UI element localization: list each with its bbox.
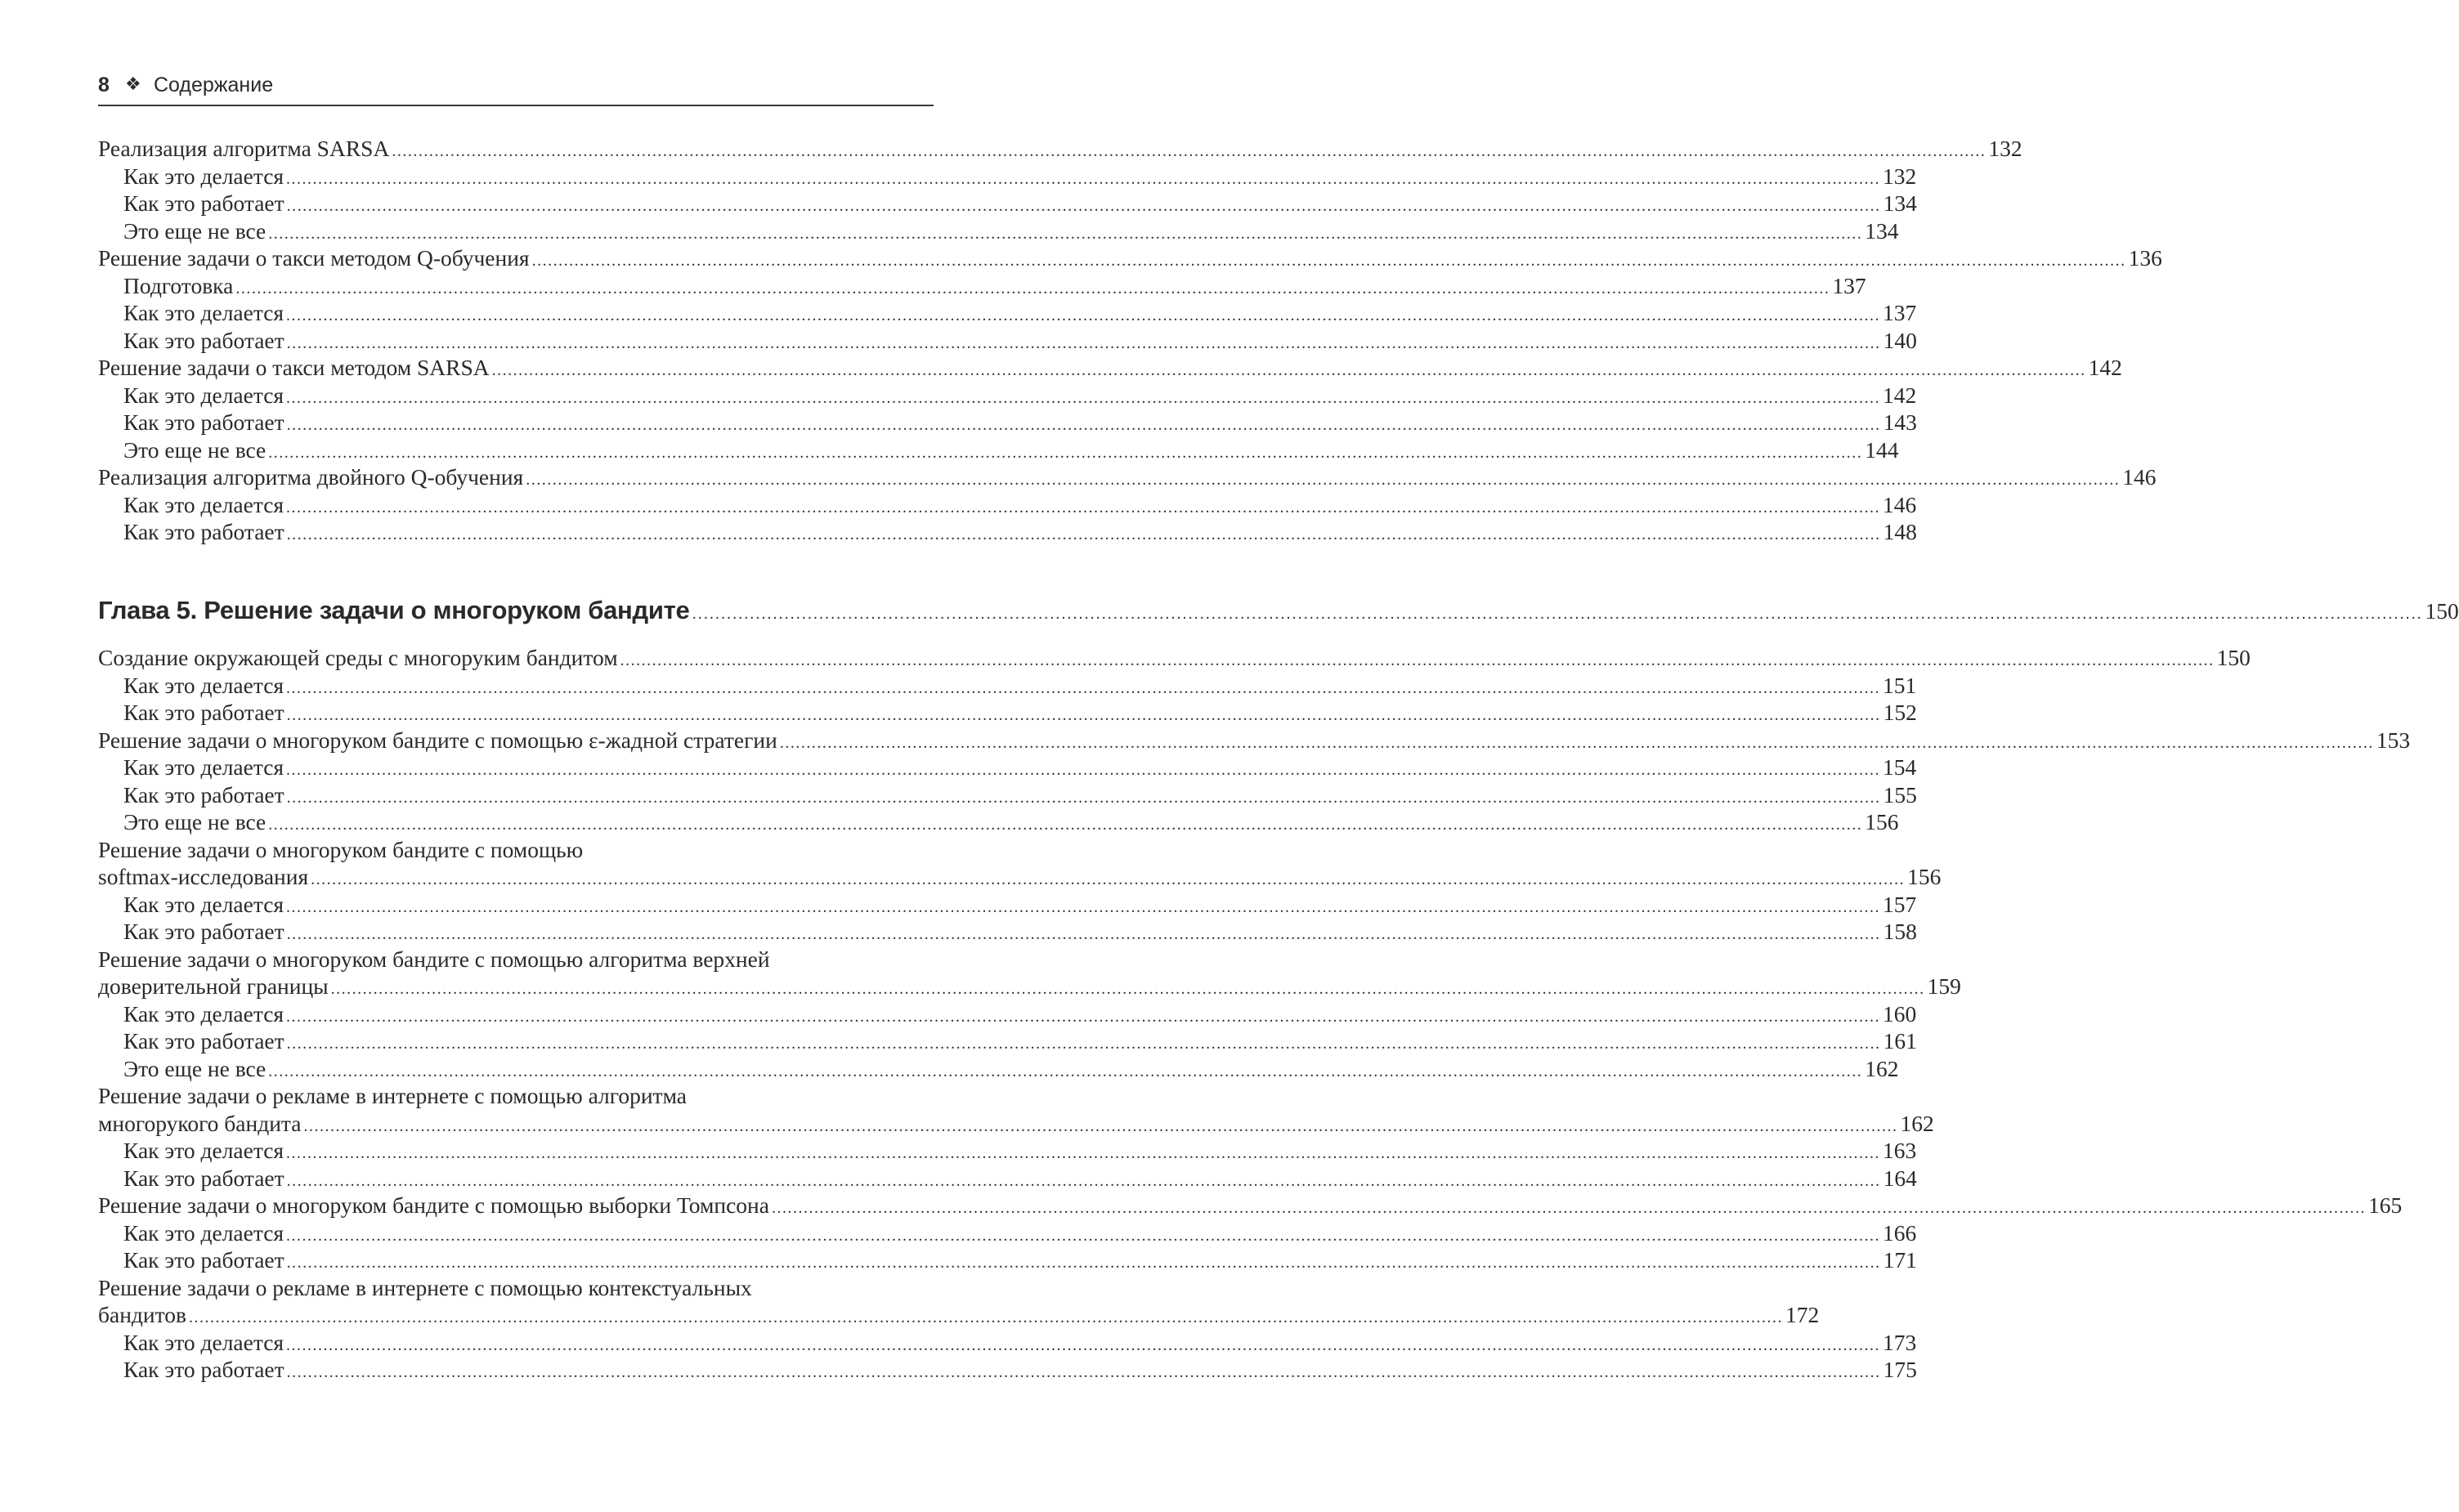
toc-chapter-heading (98, 594, 2459, 627)
toc-entry-title: бандитов (98, 1302, 187, 1327)
toc-entry-title: Решение задачи о многоруком бандите с помощью (98, 837, 584, 862)
toc-entry-title: Как это делается (123, 1220, 284, 1246)
dot-leader: ............................................................................................................................................................................................................................................................................................................ (286, 898, 1881, 916)
toc-subentry (123, 1055, 1899, 1083)
toc-page-number: 137 (1832, 273, 1866, 298)
toc-entry (98, 1192, 2403, 1219)
toc-entry-title: Решение задачи о рекламе в интернете с помощью контекстуальных (98, 1275, 752, 1300)
toc-subentry (123, 1000, 1917, 1028)
page-number: 8 (98, 74, 110, 96)
dot-leader: ............................................................................................................................................................................................................................................................................................................ (531, 252, 2126, 270)
toc-entry (98, 463, 2157, 491)
dot-leader: ............................................................................................................................................................................................................................................................................................................ (286, 197, 1881, 215)
toc-entry-title: Как это делается (123, 1330, 284, 1355)
toc-entry-title: Как это делается (123, 382, 284, 408)
toc-entry-title: Реализация алгоритма SARSA (98, 136, 390, 161)
toc-subentry (123, 382, 1917, 409)
toc-subentry (123, 409, 1917, 436)
toc-entry-title: Как это делается (123, 163, 284, 189)
toc-subentry (123, 272, 1866, 300)
toc-entry-title: Как это делается (123, 892, 284, 917)
toc-page-number: 142 (2088, 355, 2122, 380)
toc-entry (98, 863, 1942, 891)
toc-page-number: 134 (1883, 190, 1917, 216)
toc-entry-title: доверительной границы (98, 973, 329, 999)
toc-entry-title: Решение задачи о такси методом Q-обучения (98, 245, 530, 271)
dot-leader: ............................................................................................................................................................................................................................................................................................................ (286, 1035, 1881, 1053)
dot-leader: ............................................................................................................................................................................................................................................................................................................ (771, 1199, 2366, 1217)
toc-entry-title: Это еще не все (123, 218, 267, 244)
toc-entry-title: Как это работает (123, 409, 284, 435)
dot-leader: ............................................................................................................................................................................................................................................................................................................ (330, 980, 1925, 998)
dot-leader: ............................................................................................................................................................................................................................................................................................................ (286, 761, 1881, 779)
dot-leader: ............................................................................................................................................................................................................................................................................................................ (692, 605, 2423, 623)
dot-leader: ............................................................................................................................................................................................................................................................................................................ (286, 170, 1881, 188)
dot-leader: ............................................................................................................................................................................................................................................................................................................ (235, 280, 1830, 297)
toc-entry (98, 244, 2162, 272)
toc-entry (98, 1301, 1820, 1329)
toc-page-number: 166 (1883, 1220, 1917, 1246)
toc-page-number: 158 (1883, 919, 1917, 944)
toc-page-number: 162 (1900, 1111, 1934, 1136)
toc-entry-first-line (98, 1274, 934, 1302)
toc-page-number: 136 (2128, 245, 2162, 271)
toc-entry-title: Как это делается (123, 492, 284, 517)
dot-leader: ............................................................................................................................................................................................................................................................................................................ (311, 870, 1906, 888)
toc-subentry (123, 808, 1899, 836)
dot-leader: ............................................................................................................................................................................................................................................................................................................ (268, 816, 1863, 834)
running-header-title: Содержание (154, 74, 274, 96)
toc-entry-title: Решение задачи о многоруком бандите с помощью ε-жадной стратегии (98, 727, 777, 753)
dot-leader: ............................................................................................................................................................................................................................................................................................................ (286, 306, 1881, 324)
toc-entry-title: Как это делается (123, 1001, 284, 1027)
toc-subentry (123, 1246, 1917, 1274)
toc-subentry (123, 699, 1917, 727)
toc-page-number: 142 (1883, 382, 1917, 408)
toc-entry-title: Как это делается (123, 754, 284, 780)
dot-leader: ............................................................................................................................................................................................................................................................................................................ (268, 444, 1863, 462)
toc-subentry (123, 1329, 1917, 1357)
toc-page-number: 165 (2367, 1192, 2403, 1218)
chapter-title: Глава 5. Решение задачи о многоруком бандите (98, 596, 690, 624)
toc-entry-title: многорукого бандита (98, 1111, 302, 1136)
toc-page-number: 175 (1883, 1357, 1917, 1382)
toc-subentry (123, 1137, 1917, 1165)
toc-page-number: 144 (1865, 437, 1899, 463)
diamond-ornament-icon: ❖ (125, 74, 141, 94)
toc-subentry (123, 891, 1917, 919)
toc-subentry (123, 918, 1917, 946)
toc-entry (98, 727, 2411, 754)
toc-entry-first-line (98, 836, 934, 864)
dot-leader: ............................................................................................................................................................................................................................................................................................................ (189, 1308, 1784, 1326)
toc-entry-title: Это еще не все (123, 437, 267, 463)
toc-entry-title: Решение задачи о рекламе в интернете с помощью алгоритма (98, 1083, 687, 1108)
toc-entry-title: Создание окружающей среды с многоруким бандитом (98, 645, 618, 670)
dot-leader: ............................................................................................................................................................................................................................................................................................................ (303, 1117, 1898, 1135)
toc-subentry (123, 1356, 1917, 1384)
toc-entry-first-line (98, 1082, 934, 1110)
toc-entry-title: Как это работает (123, 1247, 284, 1273)
toc-subentry (123, 672, 1917, 700)
toc-page-number: 140 (1883, 328, 1917, 353)
dot-leader: ............................................................................................................................................................................................................................................................................................................ (268, 225, 1863, 243)
toc-page-number: 146 (2122, 464, 2157, 490)
toc-page-number: 153 (2376, 727, 2411, 753)
dot-leader: ............................................................................................................................................................................................................................................................................................................ (286, 389, 1881, 407)
toc-subentry (123, 491, 1917, 519)
dot-leader: ............................................................................................................................................................................................................................................................................................................ (286, 679, 1881, 697)
toc-page-number: 143 (1883, 409, 1917, 435)
toc-subentry (123, 190, 1917, 217)
toc-entry-title: Это еще не все (123, 1056, 267, 1081)
toc-page-number: 171 (1883, 1247, 1917, 1273)
toc-entry-title: Как это работает (123, 519, 284, 544)
dot-leader: ............................................................................................................................................................................................................................................................................................................ (286, 789, 1881, 807)
toc-entry-title: Как это делается (123, 300, 284, 325)
running-header (98, 72, 934, 106)
toc-entry (98, 354, 2122, 382)
toc-entry-title: softmax-исследования (98, 864, 309, 889)
toc-subentry (123, 436, 1899, 464)
toc-entry-title: Решение задачи о такси методом SARSA (98, 355, 490, 380)
toc-page-number: 162 (1865, 1056, 1899, 1081)
dot-leader: ............................................................................................................................................................................................................................................................................................................ (779, 734, 2374, 752)
dot-leader: ............................................................................................................................................................................................................................................................................................................ (526, 471, 2121, 489)
toc-entry-first-line (98, 946, 934, 973)
dot-leader: ............................................................................................................................................................................................................................................................................................................ (286, 706, 1881, 724)
toc-page-number: 150 (2425, 598, 2459, 624)
toc-subentry (123, 327, 1917, 355)
toc-entry-title: Это еще не все (123, 809, 267, 834)
toc-subentry (123, 1027, 1917, 1055)
dot-leader: ............................................................................................................................................................................................................................................................................................................ (286, 925, 1881, 943)
toc-page-number: 155 (1883, 782, 1917, 807)
dot-leader: ............................................................................................................................................................................................................................................................................................................ (286, 1227, 1881, 1245)
toc-page-number: 159 (1927, 973, 1961, 999)
dot-leader: ............................................................................................................................................................................................................................................................................................................ (286, 1008, 1881, 1026)
toc-entry-title: Как это работает (123, 782, 284, 807)
toc-page-number: 137 (1883, 300, 1917, 325)
toc-subentry (123, 1219, 1917, 1247)
toc-page-number: 154 (1883, 754, 1917, 780)
toc-page-number: 152 (1883, 700, 1917, 725)
dot-leader: ............................................................................................................................................................................................................................................................................................................ (286, 1172, 1881, 1190)
toc-entry-title: Решение задачи о многоруком бандите с помощью алгоритма верхней (98, 946, 770, 972)
toc-entry (98, 135, 2022, 163)
toc-subentry (123, 163, 1917, 190)
dot-leader: ............................................................................................................................................................................................................................................................................................................ (286, 499, 1881, 517)
toc-entry-title: Как это работает (123, 328, 284, 353)
toc-entry (98, 644, 2251, 672)
toc-entry-title: Как это работает (123, 190, 284, 216)
dot-leader: ............................................................................................................................................................................................................................................................................................................ (620, 651, 2215, 669)
toc-subentry (123, 754, 1917, 781)
toc-subentry (123, 781, 1917, 809)
toc-page-number: 172 (1785, 1302, 1820, 1327)
toc-page-number: 146 (1883, 492, 1917, 517)
dot-leader: ............................................................................................................................................................................................................................................................................................................ (286, 1144, 1881, 1162)
toc-page-number: 148 (1883, 519, 1917, 544)
dot-leader: ............................................................................................................................................................................................................................................................................................................ (286, 1363, 1881, 1381)
toc-page-number: 156 (1907, 864, 1942, 889)
dot-leader: ............................................................................................................................................................................................................................................................................................................ (286, 416, 1881, 434)
toc-entry-title: Как это делается (123, 673, 284, 698)
dot-leader: ............................................................................................................................................................................................................................................................................................................ (286, 1336, 1881, 1354)
toc-entry-title: Как это работает (123, 1357, 284, 1382)
dot-leader: ............................................................................................................................................................................................................................................................................................................ (268, 1062, 1863, 1080)
dot-leader: ............................................................................................................................................................................................................................................................................................................ (286, 334, 1881, 352)
toc-entry-title: Реализация алгоритма двойного Q-обучения (98, 464, 524, 490)
toc-entry-title: Решение задачи о многоруком бандите с помощью выборки Томпсона (98, 1192, 769, 1218)
toc-page-number: 134 (1865, 218, 1899, 244)
dot-leader: ............................................................................................................................................................................................................................................................................................................ (286, 526, 1881, 544)
toc-entry-title: Как это делается (123, 1138, 284, 1163)
toc-entry-title: Как это работает (123, 700, 284, 725)
toc-entry-title: Как это работает (123, 1028, 284, 1053)
toc-subentry (123, 1165, 1917, 1192)
toc-entry-title: Как это работает (123, 919, 284, 944)
toc-subentry (123, 217, 1899, 245)
toc-entry-title: Подготовка (123, 273, 234, 298)
dot-leader: ............................................................................................................................................................................................................................................................................................................ (491, 361, 2086, 379)
toc-entry-title: Как это работает (123, 1165, 284, 1191)
toc-page-number: 151 (1883, 673, 1917, 698)
toc-page-number: 157 (1883, 892, 1917, 917)
toc-page-number: 163 (1883, 1138, 1917, 1163)
toc-page-number: 156 (1865, 809, 1899, 834)
dot-leader: ............................................................................................................................................................................................................................................................................................................ (392, 142, 1986, 160)
toc-page-number: 160 (1883, 1001, 1917, 1027)
toc-page-number: 173 (1883, 1330, 1917, 1355)
toc-page-number: 161 (1883, 1028, 1917, 1053)
toc-page-number: 150 (2216, 645, 2251, 670)
toc-subentry (123, 299, 1917, 327)
toc-subentry (123, 518, 1917, 546)
toc-page-number: 132 (1883, 163, 1917, 189)
toc-entry (98, 1110, 1934, 1138)
toc-page-number: 132 (1988, 136, 2022, 161)
toc-page-number: 164 (1883, 1165, 1917, 1191)
dot-leader: ............................................................................................................................................................................................................................................................................................................ (286, 1254, 1881, 1272)
toc-entry (98, 973, 1961, 1000)
